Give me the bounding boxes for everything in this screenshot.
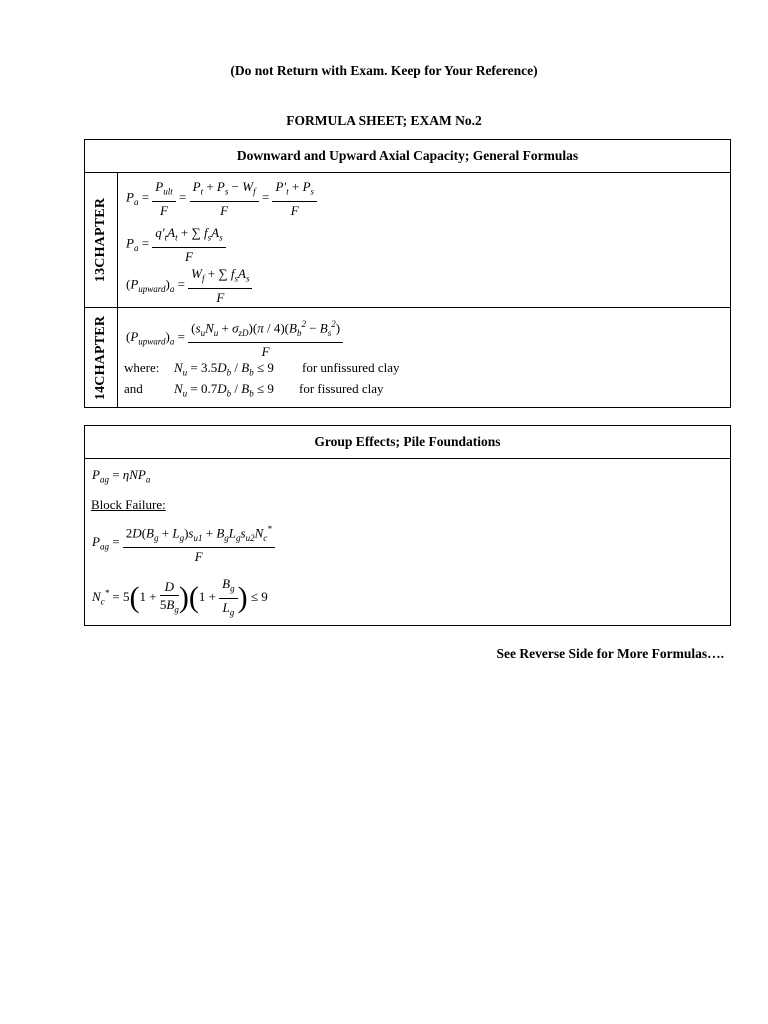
chapter-14-label <box>85 308 118 408</box>
axial-capacity-table <box>84 139 731 408</box>
formula-p-upward-clay: $(P_{upward})_a$ = $\frac{(s_uN_u + \sigma_{zD})(\pi / 4)(B_b^2 - B_s^2)}{F}$ <box>126 316 343 360</box>
reference-note: (Do not Return with Exam. Keep for Your Reference) <box>230 63 538 78</box>
formula-nc-star: $N_c^* = 5(1$ + $\frac{D}{5B_g}$ )(1 + $\frac{B_g}{L_g}$ ) ≤ 9 <box>92 576 268 618</box>
group-effects-table <box>84 425 731 626</box>
formula-pag-block: $P_{ag}$ = $\frac{2D(B_g + L_g)s_{u1} + B_gL_gs_{u2}N_c^*}{F}$ <box>92 521 275 565</box>
formula-pa-1: $P_a$ = $\frac{P_{ult}}{F}$ = $\frac{P_t + P_s - W_f}{F}$ = $\frac{P'_t + P_s}{F}$ <box>126 178 317 219</box>
chapter-13-label <box>85 173 118 308</box>
unfissured-note: for unfissured clay <box>302 360 400 375</box>
formula-pa-2: $P_a$ = $\frac{q'_tA_t + \sum f_sA_s}{F}$ <box>126 224 226 265</box>
where-label: where: <box>124 360 160 375</box>
formula-pag: $P_{ag} = \eta NP_a$ <box>92 467 151 485</box>
fissured-note: for fissured clay <box>299 381 384 396</box>
chapter-13-formulas <box>118 173 731 308</box>
block-failure-label: Block Failure: <box>91 497 166 512</box>
formula-nu-fissured: $N_u = 0.7D_b / B_b \le 9$ <box>174 381 274 399</box>
chapter-13-text: 13CHAPTER <box>93 197 108 283</box>
page-title: FORMULA SHEET; EXAM No.2 <box>286 113 482 128</box>
formula-p-upward: $(P_{upward})_a$ = $\frac{W_f + \sum f_sA_s}{F}$ <box>126 265 252 306</box>
formula-nu-unfissured: $N_u = 3.5D_b / B_b \le 9$ <box>174 360 274 378</box>
group-effects-formulas <box>85 459 731 626</box>
reverse-side-note: See Reverse Side for More Formulas…. <box>496 646 724 661</box>
chapter-14-formulas <box>118 308 731 408</box>
and-label: and <box>124 381 143 396</box>
axial-capacity-header: Downward and Upward Axial Capacity; General Formulas <box>85 140 731 173</box>
chapter-14-text: 14CHAPTER <box>93 315 108 400</box>
group-effects-header: Group Effects; Pile Foundations <box>85 426 731 459</box>
